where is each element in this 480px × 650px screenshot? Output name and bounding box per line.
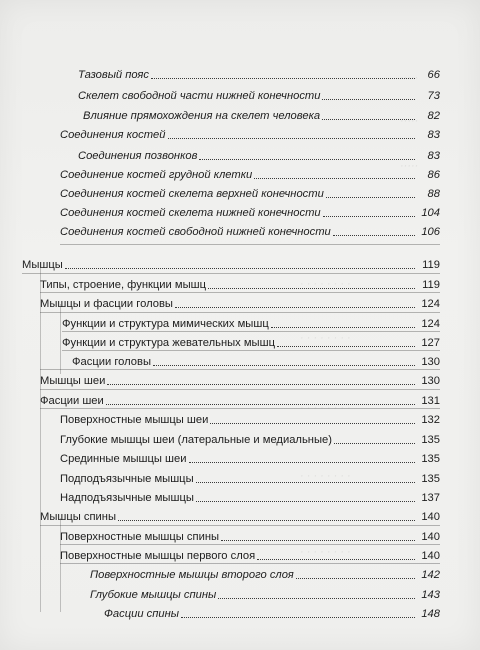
toc-entry[interactable] bbox=[104, 605, 440, 621]
toc-entry-page: 86 bbox=[427, 169, 440, 181]
toc-entry-page: 124 bbox=[421, 318, 440, 330]
dot-leader bbox=[175, 307, 415, 308]
toc-entry-page: 83 bbox=[427, 150, 440, 162]
toc-section-heading[interactable] bbox=[22, 256, 440, 272]
dot-leader bbox=[257, 559, 415, 560]
toc-entry-title: Фасции головы bbox=[72, 356, 152, 368]
toc-entry-title: Соединения костей bbox=[60, 129, 166, 141]
toc-entry-title: Соединения костей скелета нижней конечности bbox=[60, 207, 321, 219]
show-through-text: · · · · · · · · bbox=[300, 470, 351, 482]
dot-leader bbox=[333, 235, 415, 236]
toc-entry[interactable] bbox=[78, 147, 440, 163]
toc-entry[interactable] bbox=[60, 185, 440, 201]
dot-leader bbox=[221, 540, 415, 541]
toc-entry[interactable] bbox=[78, 87, 440, 103]
dot-leader bbox=[326, 197, 415, 198]
toc-entry-page: 83 bbox=[427, 129, 440, 141]
toc-entry[interactable] bbox=[60, 166, 440, 182]
dot-leader bbox=[323, 216, 415, 217]
dot-leader bbox=[296, 578, 415, 579]
entry-rule bbox=[40, 292, 440, 293]
toc-entry[interactable] bbox=[40, 276, 440, 292]
toc-entry-page: 148 bbox=[421, 608, 440, 620]
dot-leader bbox=[168, 138, 415, 139]
dot-leader bbox=[271, 327, 415, 328]
dot-leader bbox=[181, 617, 415, 618]
toc-entry[interactable] bbox=[60, 528, 440, 544]
toc-entry-title: Мышцы шеи bbox=[40, 375, 106, 387]
toc-entry[interactable] bbox=[60, 223, 440, 239]
toc-entry-page: 104 bbox=[421, 207, 440, 219]
show-through-text: · · · · · · · · bbox=[300, 402, 351, 414]
dot-leader bbox=[153, 365, 415, 366]
toc-entry-title: Мышцы и фасции головы bbox=[40, 298, 173, 310]
toc-entry[interactable] bbox=[40, 392, 440, 408]
toc-entry[interactable] bbox=[60, 431, 440, 447]
nesting-rule bbox=[40, 266, 41, 612]
toc-entry-title: Тазовый пояс bbox=[78, 69, 149, 81]
toc-entry-title: Поверхностные мышцы спины bbox=[60, 531, 220, 543]
dot-leader bbox=[189, 462, 416, 463]
toc-entry[interactable] bbox=[60, 126, 440, 142]
toc-entry-page: 135 bbox=[421, 434, 440, 446]
entry-rule bbox=[40, 525, 440, 526]
dot-leader bbox=[322, 119, 415, 120]
toc-entry-page: 135 bbox=[421, 453, 440, 465]
dot-leader bbox=[334, 443, 415, 444]
toc-entry-title: Фасции шеи bbox=[40, 395, 104, 407]
toc-entry-page: 140 bbox=[421, 550, 440, 562]
toc-entry-title: Глубокие мышцы спины bbox=[90, 589, 217, 601]
toc-entry-page: 142 bbox=[421, 569, 440, 581]
toc-entry[interactable] bbox=[78, 66, 440, 82]
toc-entry-page: 106 bbox=[421, 226, 440, 238]
toc-entry-title: Поверхностные мышцы шеи bbox=[60, 414, 209, 426]
toc-entry-page: 127 bbox=[421, 337, 440, 349]
toc-entry[interactable] bbox=[60, 489, 440, 505]
entry-rule bbox=[22, 273, 440, 274]
toc-entry-title: Глубокие мышцы шеи (латеральные и медиальные) bbox=[60, 434, 332, 446]
toc-entry[interactable] bbox=[60, 470, 440, 486]
entry-rule bbox=[60, 244, 440, 245]
entry-rule bbox=[40, 389, 440, 390]
toc-entry-title: Мышцы bbox=[22, 259, 63, 271]
nesting-rule bbox=[60, 518, 61, 612]
dot-leader bbox=[196, 482, 415, 483]
toc-entry-page: 131 bbox=[421, 395, 440, 407]
entry-rule bbox=[40, 369, 440, 370]
toc-entry[interactable] bbox=[62, 334, 440, 350]
dot-leader bbox=[151, 78, 415, 79]
entry-rule bbox=[40, 408, 440, 409]
toc-entry-page: 132 bbox=[421, 414, 440, 426]
show-through-text: · · · · · · · · bbox=[300, 278, 351, 290]
show-through-text: ····· bbox=[400, 72, 419, 84]
toc-entry[interactable] bbox=[83, 107, 440, 123]
toc-entry-title: Срединные мышцы шеи bbox=[60, 453, 187, 465]
toc-entry-title: Скелет свободной части нижней конечности bbox=[78, 90, 321, 102]
toc-entry-title: Соединения костей скелета верхней конечности bbox=[60, 188, 324, 200]
toc-entry-title: Поверхностные мышцы второго слоя bbox=[90, 569, 294, 581]
toc-entry-page: 119 bbox=[422, 279, 440, 291]
toc-entry-title: Фасции спины bbox=[104, 608, 180, 620]
dot-leader bbox=[107, 384, 415, 385]
dot-leader bbox=[218, 598, 415, 599]
toc-entry-page: 82 bbox=[427, 110, 440, 122]
show-through-text: · · · · · · · · bbox=[300, 332, 351, 344]
show-through-text: ····· bbox=[400, 115, 419, 127]
dot-leader bbox=[199, 159, 415, 160]
dot-leader bbox=[322, 99, 415, 100]
toc-entry-title: Мышцы спины bbox=[40, 511, 117, 523]
show-through-text: ····· bbox=[400, 160, 419, 172]
dot-leader bbox=[65, 268, 415, 269]
toc-entry-title: Соединение костей грудной клетки bbox=[60, 169, 253, 181]
toc-entry-title: Функции и структура мимических мышц bbox=[62, 318, 269, 330]
toc-entry-title: Подподъязычные мышцы bbox=[60, 473, 194, 485]
entry-rule bbox=[62, 350, 440, 351]
entry-rule bbox=[62, 331, 440, 332]
toc-entry-page: 137 bbox=[421, 492, 440, 504]
entry-rule bbox=[60, 563, 440, 564]
dot-leader bbox=[210, 423, 415, 424]
dot-leader bbox=[254, 178, 415, 179]
toc-entry-page: 119 bbox=[422, 259, 440, 271]
toc-entry-page: 66 bbox=[427, 69, 440, 81]
toc-entry[interactable] bbox=[60, 411, 440, 427]
toc-entry-page: 143 bbox=[421, 589, 440, 601]
toc-entry-page: 124 bbox=[421, 298, 440, 310]
dot-leader bbox=[106, 404, 415, 405]
dot-leader bbox=[118, 520, 415, 521]
toc-entry-title: Влияние прямохождения на скелет человека bbox=[83, 110, 321, 122]
toc-entry[interactable] bbox=[62, 315, 440, 331]
toc-entry[interactable] bbox=[60, 450, 440, 466]
toc-entry-title: Поверхностные мышцы первого слоя bbox=[60, 550, 256, 562]
nesting-rule bbox=[60, 304, 61, 374]
dot-leader bbox=[208, 288, 415, 289]
show-through-text: · · · · · · · · bbox=[300, 546, 351, 558]
toc-entry-page: 130 bbox=[421, 375, 440, 387]
toc-entry-title: Соединения позвонков bbox=[78, 150, 198, 162]
toc-entry-title: Соединения костей свободной нижней конечности bbox=[60, 226, 331, 238]
toc-entry[interactable] bbox=[40, 508, 440, 524]
toc-entry-page: 130 bbox=[421, 356, 440, 368]
toc-entry-page: 88 bbox=[427, 188, 440, 200]
toc-entry-page: 140 bbox=[421, 511, 440, 523]
toc-entry[interactable] bbox=[90, 566, 440, 582]
toc-entry-title: Функции и структура жевательных мышц bbox=[62, 337, 275, 349]
entry-rule bbox=[60, 544, 440, 545]
toc-entry-page: 135 bbox=[421, 473, 440, 485]
toc-entry[interactable] bbox=[60, 547, 440, 563]
entry-rule bbox=[40, 312, 440, 313]
toc-entry-page: 140 bbox=[421, 531, 440, 543]
dot-leader bbox=[196, 501, 415, 502]
toc-entry-page: 73 bbox=[427, 90, 440, 102]
toc-entry[interactable] bbox=[90, 586, 440, 602]
toc-entry-title: Надподъязычные мышцы bbox=[60, 492, 194, 504]
toc-entry[interactable] bbox=[40, 295, 440, 311]
toc-entry[interactable] bbox=[40, 372, 440, 388]
toc-entry-title: Типы, строение, функции мышц bbox=[40, 279, 207, 291]
dot-leader bbox=[277, 346, 415, 347]
toc-entry[interactable] bbox=[60, 204, 440, 220]
toc-entry[interactable] bbox=[72, 353, 440, 369]
